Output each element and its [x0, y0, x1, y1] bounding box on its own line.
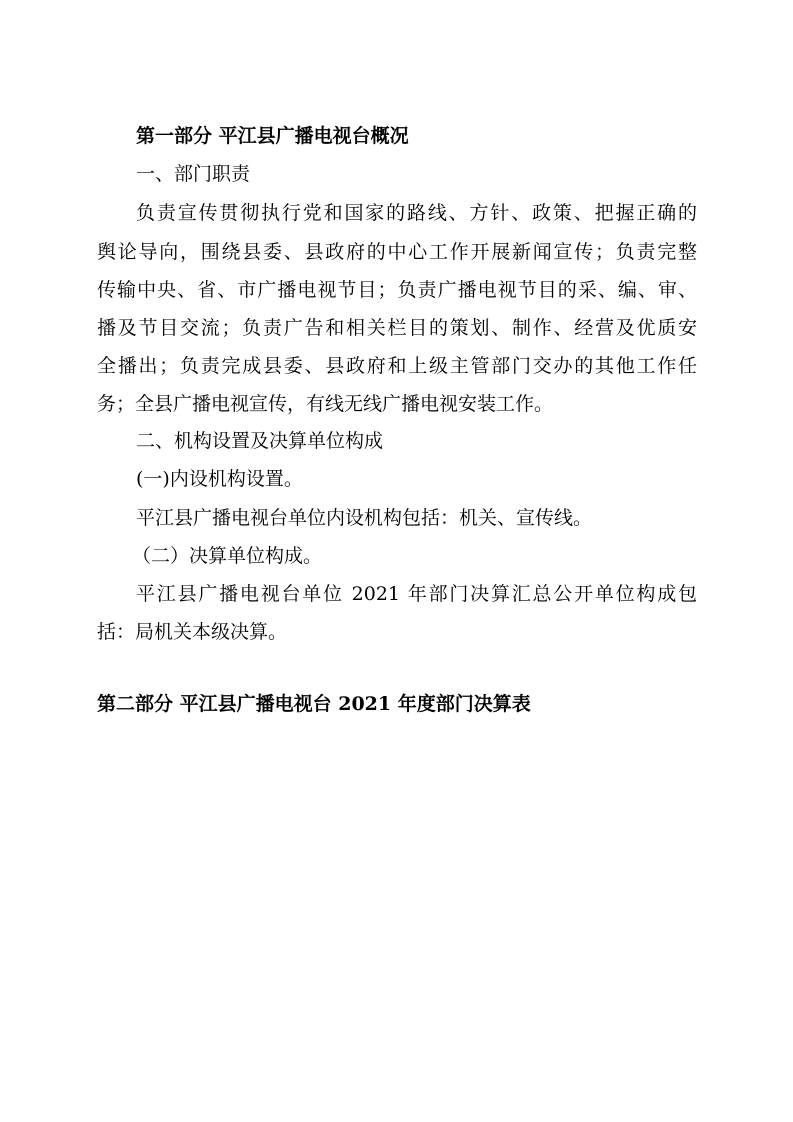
sub2-heading: （二）决算单位构成。 — [132, 545, 323, 567]
duty-line-2: 舆论导向，围绕县委、县政府的中心工作开展新闻宣传；负责完整 — [97, 241, 697, 263]
duty-line-6: 务；全县广播电视宣传，有线无线广播电视安装工作。 — [97, 393, 554, 415]
duty-line-1: 负责宣传贯彻执行党和国家的路线、方针、政策、把握正确的 — [136, 202, 697, 224]
part2-title: 第二部分 平江县广播电视台 2021 年度部门决算表 — [97, 693, 531, 715]
sub1-text: 平江县广播电视台单位内设机构包括：机关、宣传线。 — [136, 507, 593, 529]
section1-heading: 一、部门职责 — [136, 163, 251, 185]
sub2-line-1: 平江县广播电视台单位 2021 年部门决算汇总公开单位构成包 — [136, 583, 697, 605]
section2-heading: 二、机构设置及决算单位构成 — [136, 430, 384, 452]
duty-line-3: 传输中央、省、市广播电视节目；负责广播电视节目的采、编、审、 — [97, 279, 697, 301]
part1-title: 第一部分 平江县广播电视台概况 — [136, 125, 409, 147]
duty-line-5: 全播出；负责完成县委、县政府和上级主管部门交办的其他工作任 — [97, 355, 697, 377]
sub1-heading: (一)内设机构设置。 — [136, 468, 303, 490]
duty-line-4: 播及节目交流；负责广告和相关栏目的策划、制作、经营及优质安 — [97, 317, 697, 339]
sub2-line-2: 括：局机关本级决算。 — [97, 621, 288, 643]
